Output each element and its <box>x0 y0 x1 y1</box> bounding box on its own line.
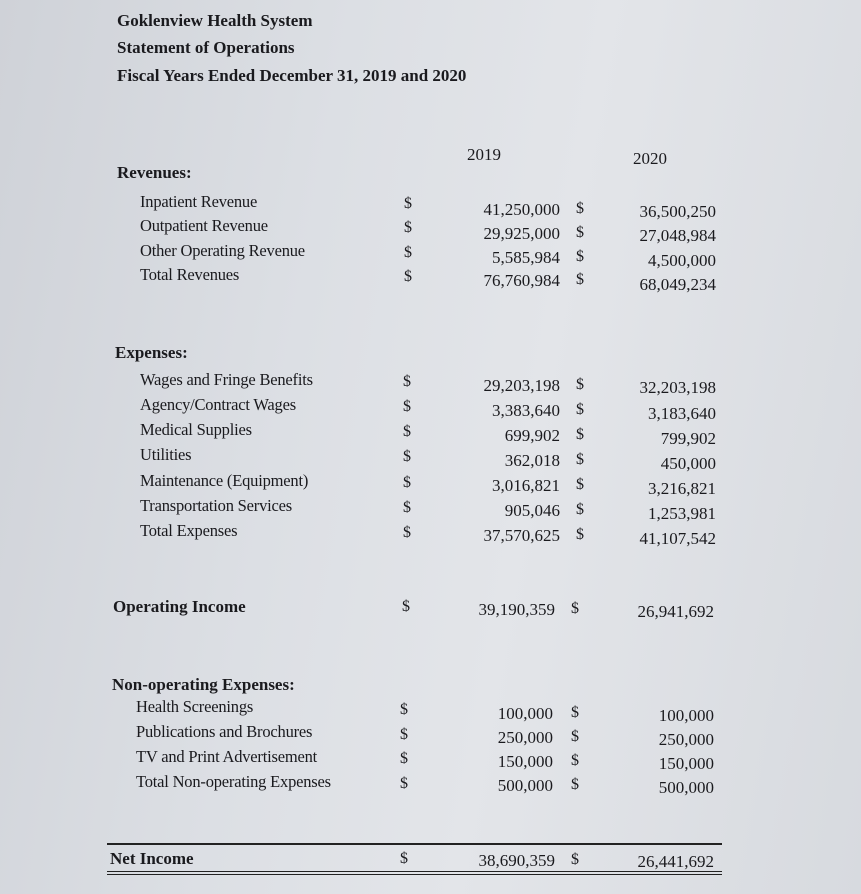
dollar-sign: $ <box>576 501 584 518</box>
dollar-sign: $ <box>400 726 408 743</box>
row-label: Wages and Fringe Benefits <box>140 370 313 389</box>
value-2020: 250,000 <box>658 730 714 749</box>
row-label: Medical Supplies <box>140 420 252 439</box>
value-2020: 4,500,000 <box>648 251 716 270</box>
dollar-sign: $ <box>403 448 411 465</box>
dollar-sign: $ <box>404 268 412 285</box>
dollar-sign: $ <box>571 600 579 617</box>
value-2019: 29,203,198 <box>483 376 560 395</box>
row-label: Publications and Brochures <box>136 722 313 741</box>
value-2019: 39,190,359 <box>478 600 555 619</box>
org-name: Goklenview Health System <box>117 11 313 30</box>
row-label: TV and Print Advertisement <box>136 747 318 766</box>
value-2020: 799,902 <box>660 429 716 448</box>
value-2019: 362,018 <box>504 451 560 470</box>
dollar-sign: $ <box>576 476 584 493</box>
dollar-sign: $ <box>571 752 579 769</box>
row-label: Health Screenings <box>136 697 254 716</box>
value-2019: 250,000 <box>497 728 553 747</box>
nonoperating-heading: Non-operating Expenses: <box>112 675 295 694</box>
dollar-sign: $ <box>403 499 411 516</box>
dollar-sign: $ <box>403 423 411 440</box>
dollar-sign: $ <box>404 244 412 261</box>
value-2020: 26,441,692 <box>637 852 714 871</box>
net-income-bottom-rule <box>107 871 722 872</box>
value-2019: 150,000 <box>497 752 553 771</box>
value-2020: 1,253,981 <box>648 504 716 523</box>
dollar-sign: $ <box>576 401 584 418</box>
dollar-sign: $ <box>403 373 411 390</box>
value-2019: 100,000 <box>497 704 553 723</box>
value-2019: 38,690,359 <box>478 851 555 870</box>
dollar-sign: $ <box>576 526 584 543</box>
dollar-sign: $ <box>571 776 579 793</box>
row-label: Total Expenses <box>140 521 238 540</box>
net-income-top-rule <box>107 843 722 845</box>
dollar-sign: $ <box>404 219 412 236</box>
dollar-sign: $ <box>403 398 411 415</box>
row-label: Total Revenues <box>140 265 240 284</box>
value-2020: 150,000 <box>658 754 714 773</box>
dollar-sign: $ <box>571 704 579 721</box>
row-label: Other Operating Revenue <box>140 241 305 260</box>
value-2020: 68,049,234 <box>639 275 716 294</box>
value-2020: 27,048,984 <box>639 226 716 245</box>
dollar-sign: $ <box>576 376 584 393</box>
dollar-sign: $ <box>402 598 410 615</box>
value-2020: 450,000 <box>660 454 716 473</box>
dollar-sign: $ <box>571 851 579 868</box>
row-label: Inpatient Revenue <box>140 192 258 211</box>
dollar-sign: $ <box>400 701 408 718</box>
value-2020: 3,183,640 <box>648 404 716 423</box>
value-2020: 32,203,198 <box>639 378 716 397</box>
operating-income-label: Operating Income <box>113 597 246 616</box>
statement-title: Statement of Operations <box>117 38 295 57</box>
value-2020: 41,107,542 <box>639 529 716 548</box>
value-2019: 37,570,625 <box>483 526 560 545</box>
dollar-sign: $ <box>576 426 584 443</box>
net-income-double-rule <box>107 874 722 875</box>
row-label: Transportation Services <box>140 496 292 515</box>
value-2019: 41,250,000 <box>483 200 560 219</box>
dollar-sign: $ <box>403 474 411 491</box>
value-2019: 905,046 <box>504 501 560 520</box>
value-2019: 29,925,000 <box>483 224 560 243</box>
row-label: Total Non-operating Expenses <box>136 772 331 791</box>
net-income-label: Net Income <box>110 849 194 868</box>
row-label: Maintenance (Equipment) <box>140 471 309 490</box>
value-2019: 76,760,984 <box>483 271 560 290</box>
expenses-heading: Expenses: <box>115 343 188 362</box>
dollar-sign: $ <box>576 200 584 217</box>
dollar-sign: $ <box>400 850 408 867</box>
revenues-heading: Revenues: <box>117 163 192 182</box>
row-label: Utilities <box>140 445 192 464</box>
dollar-sign: $ <box>404 195 412 212</box>
row-label: Agency/Contract Wages <box>140 395 296 414</box>
value-2020: 500,000 <box>658 778 714 797</box>
dollar-sign: $ <box>403 524 411 541</box>
year-2019-header: 2019 <box>467 145 501 164</box>
value-2019: 699,902 <box>504 426 560 445</box>
value-2019: 5,585,984 <box>492 248 560 267</box>
dollar-sign: $ <box>576 224 584 241</box>
period-title: Fiscal Years Ended December 31, 2019 and 2020 <box>117 66 467 85</box>
value-2019: 3,016,821 <box>492 476 560 495</box>
dollar-sign: $ <box>576 451 584 468</box>
dollar-sign: $ <box>576 248 584 265</box>
value-2020: 3,216,821 <box>648 479 716 498</box>
value-2020: 100,000 <box>658 706 714 725</box>
dollar-sign: $ <box>400 775 408 792</box>
year-2020-header: 2020 <box>633 149 667 168</box>
value-2020: 26,941,692 <box>637 602 714 621</box>
dollar-sign: $ <box>400 750 408 767</box>
value-2020: 36,500,250 <box>639 202 716 221</box>
dollar-sign: $ <box>576 271 584 288</box>
value-2019: 3,383,640 <box>492 401 560 420</box>
dollar-sign: $ <box>571 728 579 745</box>
row-label: Outpatient Revenue <box>140 216 268 235</box>
value-2019: 500,000 <box>497 776 553 795</box>
